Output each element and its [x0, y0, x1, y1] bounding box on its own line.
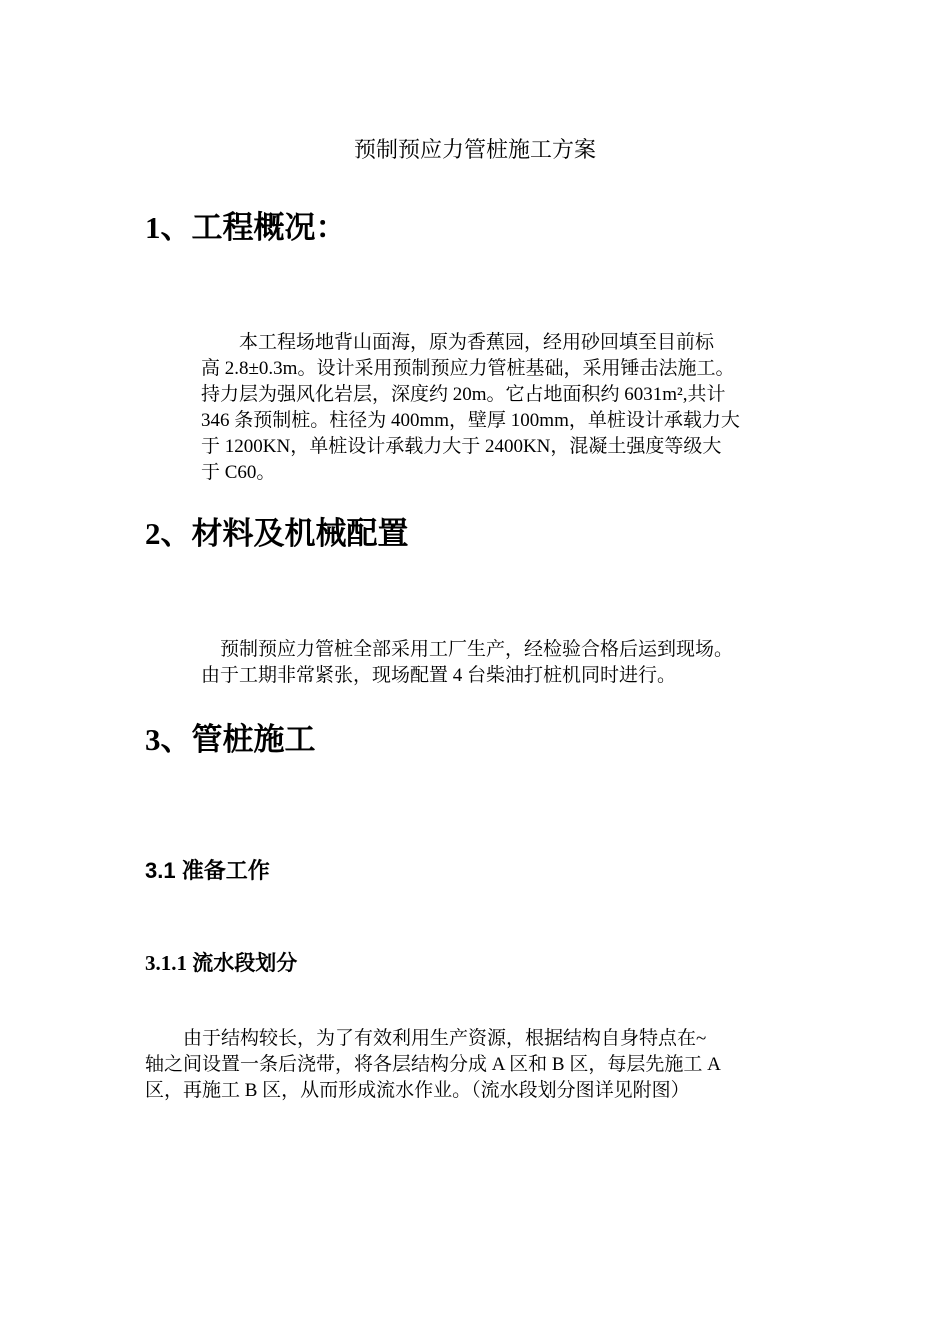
section-2-paragraph: [201, 637, 841, 689]
paragraph-line: 本工程场地背山面海，原为香蕉园，经用砂回填至目前标: [201, 332, 715, 353]
section-1-paragraph: [201, 330, 821, 486]
paragraph-line: 于 1200KN，单桩设计承载力大于 2400KN，混凝土强度等级大: [201, 436, 722, 457]
section-1-heading: 1、工程概况：: [145, 210, 347, 245]
section-3-1-heading: 3.1 准备工作: [145, 858, 270, 883]
paragraph-line: 预制预应力管桩全部采用工厂生产，经检验合格后运到现场。: [201, 639, 734, 660]
section-3-1-1-heading: 3.1.1 流水段划分: [145, 951, 298, 975]
paragraph-line: 于 C60。: [201, 462, 276, 483]
section-3-heading: 3、管桩施工: [145, 722, 316, 757]
paragraph-line: 由于工期非常紧张，现场配置 4 台柴油打桩机同时进行。: [201, 665, 677, 686]
paragraph-line: 持力层为强风化岩层，深度约 20m。它占地面积约 6031m²,共计: [201, 384, 726, 405]
paragraph-line: 高 2.8±0.3m。设计采用预制预应力管桩基础，采用锤击法施工。: [201, 358, 735, 379]
paragraph-line: 346 条预制桩。柱径为 400mm，壁厚 100mm，单桩设计承载力大: [201, 410, 740, 431]
document-title: 预制预应力管桩施工方案: [353, 137, 596, 162]
section-3-1-1-paragraph: [145, 1026, 815, 1104]
section-2-heading: 2、材料及机械配置: [145, 516, 409, 551]
paragraph-line: 轴之间设置一条后浇带，将各层结构分成 A 区和 B 区，每层先施工 A: [145, 1054, 721, 1075]
paragraph-line: 由于结构较长，为了有效利用生产资源，根据结构自身特点在~: [145, 1028, 707, 1049]
paragraph-line: 区，再施工 B 区，从而形成流水作业。（流水段划分图详见附图）: [145, 1080, 690, 1101]
